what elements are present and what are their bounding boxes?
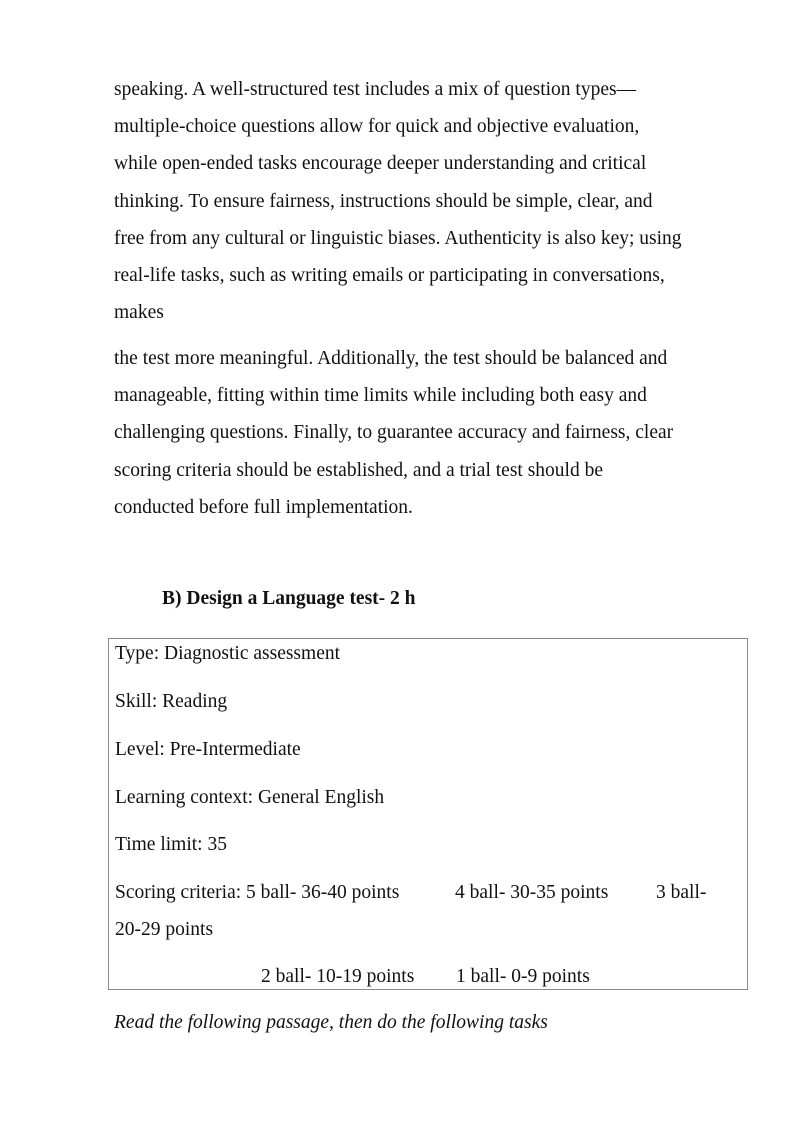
scoring-band-1: 1 ball- 0-9 points bbox=[456, 966, 590, 987]
paragraph-line: free from any cultural or linguistic biases. Authenticity is also key; using bbox=[114, 227, 682, 249]
spec-context: Learning context: General English bbox=[115, 787, 385, 808]
paragraph-line: challenging questions. Finally, to guarantee accuracy and fairness, clear bbox=[114, 422, 674, 444]
body-paragraph-2 bbox=[114, 340, 754, 526]
paragraph-line: makes bbox=[114, 302, 164, 324]
spec-time-limit: Time limit: 35 bbox=[115, 834, 227, 855]
scoring-band-3-end: 20-29 points bbox=[115, 919, 214, 940]
paragraph-line: while open-ended tasks encourage deeper understanding and critical bbox=[114, 153, 647, 175]
paragraph-line: real-life tasks, such as writing emails or participating in conversations, bbox=[114, 265, 665, 287]
task-instruction: Read the following passage, then do the following tasks bbox=[114, 1012, 548, 1033]
spec-type: Type: Diagnostic assessment bbox=[115, 643, 341, 664]
scoring-lower-bands-row bbox=[115, 966, 735, 990]
paragraph-line: speaking. A well-structured test includes a mix of question types— bbox=[114, 79, 637, 100]
section-heading: B) Design a Language test- 2 h bbox=[162, 588, 416, 609]
paragraph-line: the test more meaningful. Additionally, the test should be balanced and bbox=[114, 348, 668, 369]
test-spec-box bbox=[108, 638, 748, 990]
scoring-criteria-row bbox=[115, 882, 735, 906]
spec-skill: Skill: Reading bbox=[115, 691, 228, 712]
paragraph-line: conducted before full implementation. bbox=[114, 496, 413, 518]
paragraph-line: manageable, fitting within time limits while including both easy and bbox=[114, 385, 647, 407]
paragraph-line: scoring criteria should be established, and a trial test should be bbox=[114, 459, 603, 481]
paragraph-line: thinking. To ensure fairness, instructions should be simple, clear, and bbox=[114, 190, 653, 212]
body-paragraph-1 bbox=[114, 71, 754, 331]
paragraph-line: multiple-choice questions allow for quick and objective evaluation, bbox=[114, 116, 640, 138]
scoring-band-3-start: 3 ball- bbox=[656, 882, 707, 903]
scoring-band-5: Scoring criteria: 5 ball- 36-40 points bbox=[115, 882, 400, 903]
spec-level: Level: Pre-Intermediate bbox=[115, 739, 301, 760]
scoring-band-4: 4 ball- 30-35 points bbox=[455, 882, 609, 903]
scoring-band-2: 2 ball- 10-19 points bbox=[261, 966, 415, 987]
